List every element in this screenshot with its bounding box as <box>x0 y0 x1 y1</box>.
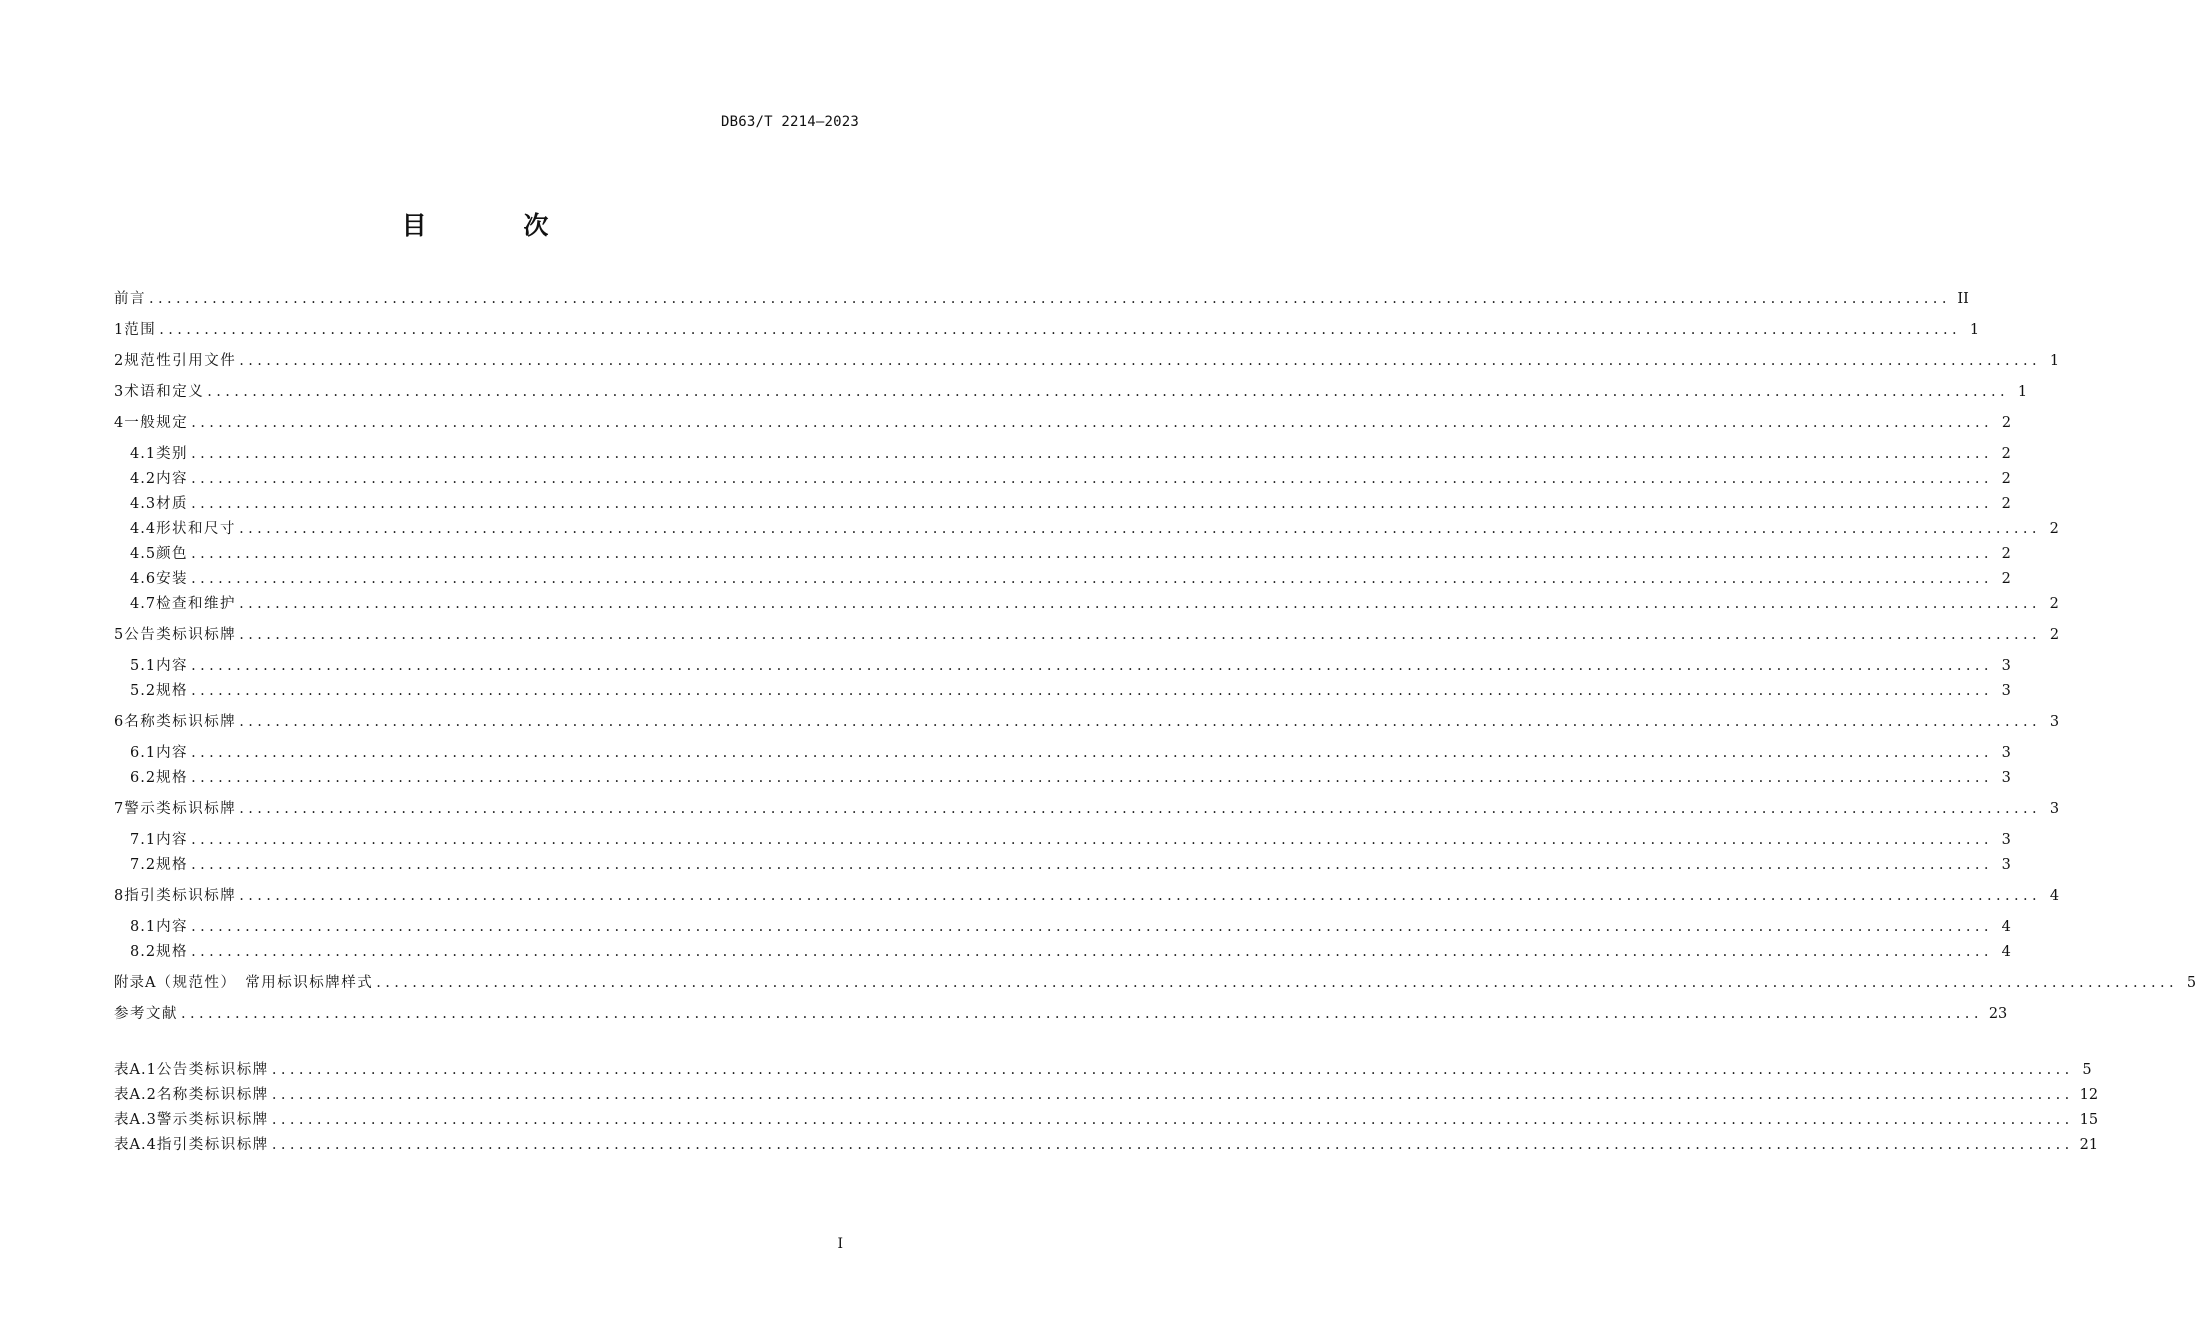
toc-entry[interactable] <box>130 854 2011 876</box>
toc-entry-number: 4.7 <box>130 596 157 612</box>
toc-entry-label: 前言 <box>114 291 146 307</box>
toc-entry-page: 1 <box>1969 322 1980 338</box>
toc-entry[interactable] <box>114 1084 2099 1106</box>
dot-leader: ........................................................................................................................................................................................................ <box>191 745 1993 761</box>
toc-entry-page: 1 <box>2049 353 2060 369</box>
toc-entry-page: 4 <box>2001 919 2011 935</box>
toc-entry-page: 3 <box>2049 801 2060 817</box>
toc-entry-label: 规范性引用文件 <box>124 353 237 369</box>
dot-leader: ........................................................................................................................................................................................................ <box>191 857 1993 873</box>
toc-entry-page: 3 <box>2001 683 2011 699</box>
toc-entry-page: 3 <box>2001 770 2011 786</box>
dot-leader: ........................................................................................................................................................................................................ <box>239 888 2042 904</box>
toc-entry[interactable] <box>130 829 2011 851</box>
toc-entry[interactable] <box>114 381 2028 403</box>
dot-leader: ........................................................................................................................................................................................................ <box>191 944 1993 960</box>
toc-entry[interactable] <box>130 767 2011 789</box>
toc-entry-label: 规格 <box>156 857 189 873</box>
toc-entry-page: 1 <box>2017 384 2028 400</box>
toc-entry[interactable] <box>114 1003 2008 1025</box>
toc-entry-page: 21 <box>2079 1137 2099 1153</box>
toc-entry-label: 检查和维护 <box>156 596 237 612</box>
toc-entry-page: 2 <box>2001 471 2011 487</box>
toc-entry-number: 4.5 <box>130 546 157 562</box>
dot-leader: ........................................................................................................................................................................................................ <box>159 322 1962 338</box>
toc-entry-page: 12 <box>2079 1087 2099 1103</box>
toc-entry-number: 7.1 <box>130 832 157 848</box>
dot-leader: ........................................................................................................................................................................................................ <box>191 770 1993 786</box>
toc-entry[interactable] <box>114 624 2060 646</box>
toc-entry-page: 2 <box>2049 596 2059 612</box>
dot-leader: ........................................................................................................................................................................................................ <box>191 919 1993 935</box>
toc-entry-label: 内容 <box>156 745 189 761</box>
toc-entry-label: 内容 <box>156 832 189 848</box>
toc-entry-label: 指引类标识标牌 <box>124 888 237 904</box>
toc-entry-label: 安装 <box>156 571 189 587</box>
dot-leader: ........................................................................................................................................................................................................ <box>207 384 2010 400</box>
dot-leader: ........................................................................................................................................................................................................ <box>239 627 2042 643</box>
toc-entry-label: 名称类标识标牌 <box>156 1087 269 1103</box>
toc-entry-number: 2 <box>114 353 125 369</box>
toc-entry-label: 公告类标识标牌 <box>156 1062 269 1078</box>
toc-entry-label: 参考文献 <box>114 1006 178 1022</box>
toc-entry[interactable] <box>130 680 2011 702</box>
toc-entry-label: 类别 <box>156 446 189 462</box>
dot-leader: ........................................................................................................................................................................................................ <box>191 546 1993 562</box>
dot-leader: ........................................................................................................................................................................................................ <box>239 521 2041 537</box>
toc-entry-page: 2 <box>2001 496 2011 512</box>
toc-entry-number: 4.6 <box>130 571 157 587</box>
dot-leader: ........................................................................................................................................................................................................ <box>191 496 1993 512</box>
toc-entry-label: 内容 <box>156 919 189 935</box>
toc-entry[interactable] <box>114 885 2060 907</box>
toc-entry[interactable] <box>130 493 2011 515</box>
toc-entry-number: 5.1 <box>130 658 157 674</box>
toc-entry-number: 5 <box>114 627 125 643</box>
toc-entry[interactable] <box>114 798 2060 820</box>
dot-leader: ........................................................................................................................................................................................................ <box>191 571 1993 587</box>
toc-entry[interactable] <box>114 319 1980 341</box>
toc-entry-number: 6.1 <box>130 745 157 761</box>
dot-leader: ........................................................................................................................................................................................................ <box>149 291 1951 307</box>
toc-entry-number: 1 <box>114 322 125 338</box>
toc-entry-page: 4 <box>2001 944 2011 960</box>
dot-leader: ........................................................................................................................................................................................................ <box>191 658 1993 674</box>
toc-entry[interactable] <box>130 742 2011 764</box>
toc-entry-label: 术语和定义 <box>124 384 205 400</box>
toc-entry-label: 内容 <box>156 471 189 487</box>
toc-entry-number: 7 <box>114 801 125 817</box>
toc-entry-label: 范围 <box>124 322 157 338</box>
toc-entry-number: 8.1 <box>130 919 157 935</box>
dot-leader: ........................................................................................................................................................................................................ <box>271 1112 2074 1128</box>
dot-leader: ........................................................................................................................................................................................................ <box>191 415 1994 431</box>
toc-entry-number: 表A.1 <box>114 1062 157 1078</box>
toc-entry-label: 内容 <box>156 658 189 674</box>
toc-entry-number: 7.2 <box>130 857 157 873</box>
toc-entry-label: 规格 <box>156 683 189 699</box>
toc-entry[interactable] <box>130 916 2011 938</box>
toc-entry-page: 3 <box>2001 832 2011 848</box>
toc-entry-page: 15 <box>2079 1112 2099 1128</box>
toc-entry-number: 表A.4 <box>114 1137 157 1153</box>
toc-entry-page: 23 <box>1988 1006 2008 1022</box>
toc-entry-label: 颜色 <box>156 546 189 562</box>
toc-entry-number: 6 <box>114 714 125 730</box>
toc-entry[interactable] <box>114 1059 2092 1081</box>
toc-entry-page: 5 <box>2186 975 2196 991</box>
dot-leader: ........................................................................................................................................................................................................ <box>239 596 2041 612</box>
toc-entry[interactable] <box>114 350 2060 372</box>
dot-leader: ........................................................................................................................................................................................................ <box>191 832 1993 848</box>
toc-entry-page: 3 <box>2001 745 2011 761</box>
toc-entry-number: 4.2 <box>130 471 157 487</box>
toc-entry-number: 8 <box>114 888 125 904</box>
toc-entry-page: 2 <box>2001 446 2011 462</box>
toc-entry[interactable] <box>114 1109 2099 1131</box>
toc-entry-label: 指引类标识标牌 <box>156 1137 269 1153</box>
toc-entry[interactable] <box>130 443 2011 465</box>
document-code: DB63/T 2214—2023 <box>720 114 859 130</box>
dot-leader: ........................................................................................................................................................................................................ <box>271 1137 2074 1153</box>
dot-leader: ........................................................................................................................................................................................................ <box>191 446 1993 462</box>
toc-entry-number: 3 <box>114 384 125 400</box>
toc-entry-number: 4.1 <box>130 446 157 462</box>
dot-leader: ........................................................................................................................................................................................................ <box>239 714 2042 730</box>
dot-leader: ........................................................................................................................................................................................................ <box>239 353 2042 369</box>
toc-entry-page: 3 <box>2049 714 2060 730</box>
toc-entry-number: 8.2 <box>130 944 157 960</box>
toc-entry[interactable] <box>130 543 2011 565</box>
toc-entry[interactable] <box>130 655 2011 677</box>
dot-leader: ........................................................................................................................................................................................................ <box>191 683 1993 699</box>
toc-entry-number: 4.4 <box>130 521 157 537</box>
toc-entry[interactable] <box>114 972 2196 994</box>
toc-entry-number: 4.3 <box>130 496 157 512</box>
toc-entry-page: 4 <box>2049 888 2060 904</box>
toc-entry-number: 表A.2 <box>114 1087 157 1103</box>
toc-entry-page: 3 <box>2001 658 2011 674</box>
toc-entry[interactable] <box>130 468 2011 490</box>
toc-entry-page: 2 <box>2049 521 2059 537</box>
toc-entry-label: 警示类标识标牌 <box>124 801 237 817</box>
toc-entry-number: 附录A <box>114 975 157 991</box>
toc-entry[interactable] <box>114 288 1969 310</box>
toc-entry-label: 形状和尺寸 <box>156 521 237 537</box>
toc-entry-number: 5.2 <box>130 683 157 699</box>
toc-entry[interactable] <box>130 593 2059 615</box>
toc-entry[interactable] <box>130 518 2059 540</box>
toc-entry[interactable] <box>114 412 2012 434</box>
toc-entry-number: 表A.3 <box>114 1112 157 1128</box>
toc-entry-page: 5 <box>2082 1062 2092 1078</box>
footer-page-number: I <box>837 1236 843 1252</box>
toc-entry-label: 规格 <box>156 770 189 786</box>
toc-entry-label: 一般规定 <box>124 415 189 431</box>
toc-entry-page: 2 <box>2049 627 2060 643</box>
toc-entry-label: 警示类标识标牌 <box>156 1112 269 1128</box>
toc-entry[interactable] <box>114 711 2060 733</box>
toc-entry-page: 3 <box>2001 857 2011 873</box>
toc-entry-label: 材质 <box>156 496 189 512</box>
toc-entry[interactable] <box>130 568 2011 590</box>
toc-entry-label: 名称类标识标牌 <box>124 714 237 730</box>
toc-entry-number: 4 <box>114 415 125 431</box>
page-title: 目 次 <box>401 211 593 240</box>
toc-entry-page: 2 <box>2001 571 2011 587</box>
dot-leader: ........................................................................................................................................................................................................ <box>376 975 2179 991</box>
toc-entry-page: 2 <box>2001 415 2012 431</box>
toc-entry-label: 规格 <box>156 944 189 960</box>
toc-entry-number: 6.2 <box>130 770 157 786</box>
toc-entry-label: 公告类标识标牌 <box>124 627 237 643</box>
toc-entry-label: （规范性） 常用标识标牌样式 <box>156 975 374 991</box>
toc-entry[interactable] <box>114 1134 2099 1156</box>
dot-leader: ........................................................................................................................................................................................................ <box>191 471 1993 487</box>
toc-entry-page: 2 <box>2001 546 2011 562</box>
dot-leader: ........................................................................................................................................................................................................ <box>239 801 2042 817</box>
toc-entry-page: II <box>1957 291 1969 307</box>
dot-leader: ........................................................................................................................................................................................................ <box>181 1006 1983 1022</box>
dot-leader: ........................................................................................................................................................................................................ <box>271 1062 2074 1078</box>
dot-leader: ........................................................................................................................................................................................................ <box>271 1087 2074 1103</box>
toc-entry[interactable] <box>130 941 2011 963</box>
